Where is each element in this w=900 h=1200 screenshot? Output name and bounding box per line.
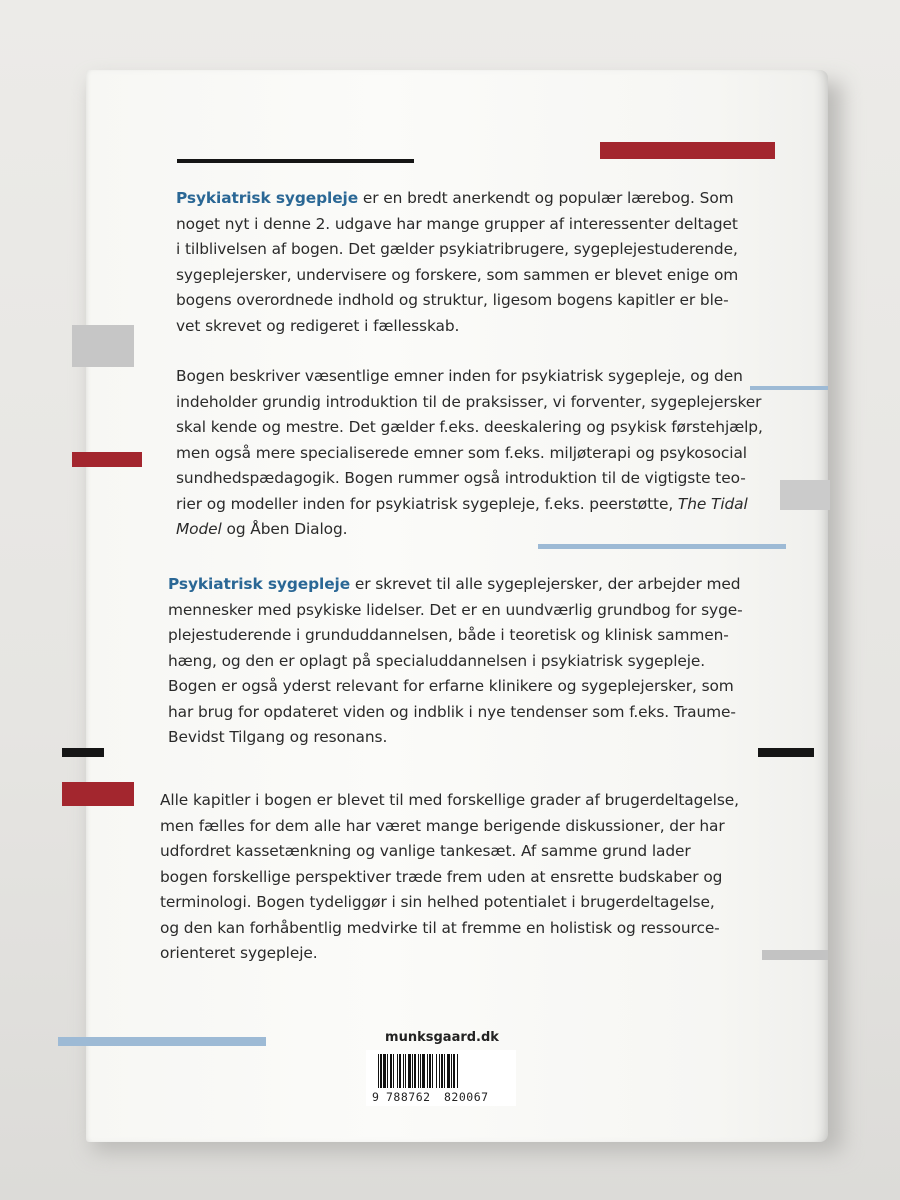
text-run: og Åben Dialog. — [221, 520, 348, 538]
text-run: men fælles for dem alle har været mange berigende diskussioner, der har — [160, 816, 725, 835]
text-run: i tilblivelsen af bogen. Det gælder psykiatribrugere, sygeplejestuderende, — [176, 240, 738, 258]
text-line — [176, 314, 738, 340]
isbn-right-group: 820067 — [444, 1090, 489, 1104]
text-line — [176, 517, 763, 543]
book-title-highlight: Psykiatrisk sygepleje — [168, 575, 351, 593]
barcode-bar — [408, 1054, 411, 1088]
text-run: men også mere specialiserede emner som f.eks. miljøterapi og psykosocial — [176, 443, 747, 462]
text-line — [168, 674, 743, 700]
decorative-bar-light-blue — [58, 1037, 266, 1046]
barcode-bar — [403, 1054, 404, 1088]
barcode-bar — [387, 1054, 388, 1088]
text-run: er en bredt anerkendt og populær lærebog. Som — [358, 189, 734, 207]
text-line — [176, 415, 763, 441]
text-line — [176, 492, 763, 518]
text-run: skal kende og mestre. Det gælder f.eks. deeskalering og psykisk førstehjælp, — [176, 418, 763, 436]
decorative-bar-grey — [762, 950, 828, 960]
text-run: bogen forskellige perspektiver træde frem uden at ensrette budskaber og — [160, 867, 723, 886]
decorative-bar-red — [62, 782, 134, 806]
text-line — [160, 941, 739, 967]
text-run: indeholder grundig introduktion til de praksisser, vi forventer, sygeplejersker — [176, 392, 762, 411]
barcode-bar — [447, 1054, 450, 1088]
barcode-bar — [432, 1054, 433, 1088]
paragraph-topics — [176, 364, 763, 543]
isbn-digits — [372, 1090, 512, 1104]
decorative-bar-black — [62, 748, 104, 757]
text-run: rier og modeller inden for psykiatrisk sygepleje, f.eks. peerstøtte, — [176, 494, 678, 513]
barcode-bar — [380, 1054, 382, 1088]
text-line — [160, 839, 739, 865]
paragraph-audience — [168, 572, 743, 751]
text-line — [176, 466, 763, 492]
text-run: terminologi. Bogen tydeliggør i sin helhed potentialet i brugerdeltagelse, — [160, 893, 715, 911]
text-line — [168, 725, 743, 751]
isbn-barcode — [366, 1050, 516, 1106]
text-line — [176, 212, 738, 238]
barcode-bar — [405, 1054, 406, 1088]
decorative-bar-red — [72, 452, 142, 467]
barcode-bar — [451, 1054, 452, 1088]
text-line — [160, 916, 739, 942]
text-run: sundhedspædagogik. Bogen rummer også introduktion til de vigtigste teo- — [176, 469, 746, 487]
text-line — [176, 364, 763, 390]
italic-term: The Tidal — [677, 494, 748, 513]
barcode-bar — [418, 1054, 419, 1088]
barcode-bar — [378, 1054, 379, 1088]
barcode-bar — [422, 1054, 425, 1088]
isbn-left-group: 788762 — [386, 1090, 431, 1104]
isbn-first-digit: 9 — [372, 1090, 380, 1104]
text-run: bogens overordnede indhold og struktur, ligesom bogens kapitler er ble- — [176, 291, 729, 309]
book-title-highlight: Psykiatrisk sygepleje — [176, 189, 359, 207]
text-line — [160, 788, 739, 814]
paragraph-intro — [176, 186, 738, 339]
barcode-bar — [383, 1054, 386, 1088]
text-line — [160, 865, 739, 891]
decorative-bar-black — [177, 159, 414, 163]
decorative-bar-black — [758, 748, 814, 757]
text-line — [168, 598, 743, 624]
text-run: Bogen beskriver væsentlige emner inden for psykiatrisk sygepleje, og den — [176, 367, 743, 385]
barcode-bar — [414, 1054, 416, 1088]
text-line — [160, 814, 739, 840]
text-run: udfordret kassetænkning og vanlige tankesæt. Af samme grund lader — [160, 842, 691, 860]
decorative-bar-grey — [780, 480, 830, 510]
text-line — [176, 237, 738, 263]
barcode-bar — [439, 1054, 440, 1088]
barcode-bar — [393, 1054, 394, 1088]
publisher-website: munksgaard.dk — [385, 1030, 499, 1045]
text-line — [176, 288, 738, 314]
barcode-bar — [427, 1054, 428, 1088]
barcode-bar — [457, 1054, 458, 1088]
text-run: Bevidst Tilgang og resonans. — [168, 728, 388, 746]
text-run: og den kan forhåbentlig medvirke til at fremme en holistisk og ressource- — [160, 918, 720, 937]
text-run: plejestuderende i grunduddannelsen, både i teoretisk og klinisk sammen- — [168, 626, 729, 644]
barcode-bar — [453, 1054, 455, 1088]
text-line — [168, 649, 743, 675]
italic-term: Model — [176, 520, 222, 538]
text-line — [176, 390, 763, 416]
paragraph-user-participation — [160, 788, 739, 967]
barcode-bar — [429, 1054, 431, 1088]
text-run: orienteret sygepleje. — [160, 944, 318, 962]
barcode-bar — [420, 1054, 421, 1088]
barcode-bars — [376, 1054, 506, 1090]
barcode-bar — [441, 1054, 443, 1088]
text-run: har brug for opdateret viden og indblik i nye tendenser som f.eks. Traume- — [168, 702, 736, 721]
barcode-bar — [397, 1054, 398, 1088]
text-line — [160, 890, 739, 916]
text-line — [176, 441, 763, 467]
decorative-bar-light-blue — [538, 544, 786, 549]
barcode-bar — [436, 1054, 437, 1088]
text-line — [168, 700, 743, 726]
text-run: vet skrevet og redigeret i fællesskab. — [176, 316, 460, 335]
barcode-bar — [444, 1054, 445, 1088]
barcode-bar — [399, 1054, 401, 1088]
text-run: Bogen er også yderst relevant for erfarne klinikere og sygeplejersker, som — [168, 677, 734, 695]
text-run: mennesker med psykiske lidelser. Det er en uundværlig grundbog for syge- — [168, 600, 743, 619]
text-line — [168, 572, 743, 598]
text-run: noget nyt i denne 2. udgave har mange grupper af interessenter deltaget — [176, 214, 738, 233]
text-run: hæng, og den er oplagt på specialuddannelsen i psykiatrisk sygepleje. — [168, 651, 706, 670]
barcode-bar — [412, 1054, 413, 1088]
text-line — [168, 623, 743, 649]
decorative-bar-grey — [72, 325, 134, 367]
text-run: Alle kapitler i bogen er blevet til med forskellige grader af brugerdeltagelse, — [160, 791, 739, 809]
barcode-bar — [390, 1054, 392, 1088]
decorative-bar-red — [600, 142, 775, 159]
book-back-cover — [86, 70, 828, 1142]
text-run: er skrevet til alle sygeplejersker, der arbejder med — [350, 575, 741, 593]
text-line — [176, 263, 738, 289]
text-run: sygeplejersker, undervisere og forskere, som sammen er blevet enige om — [176, 265, 739, 284]
text-line — [176, 186, 738, 212]
